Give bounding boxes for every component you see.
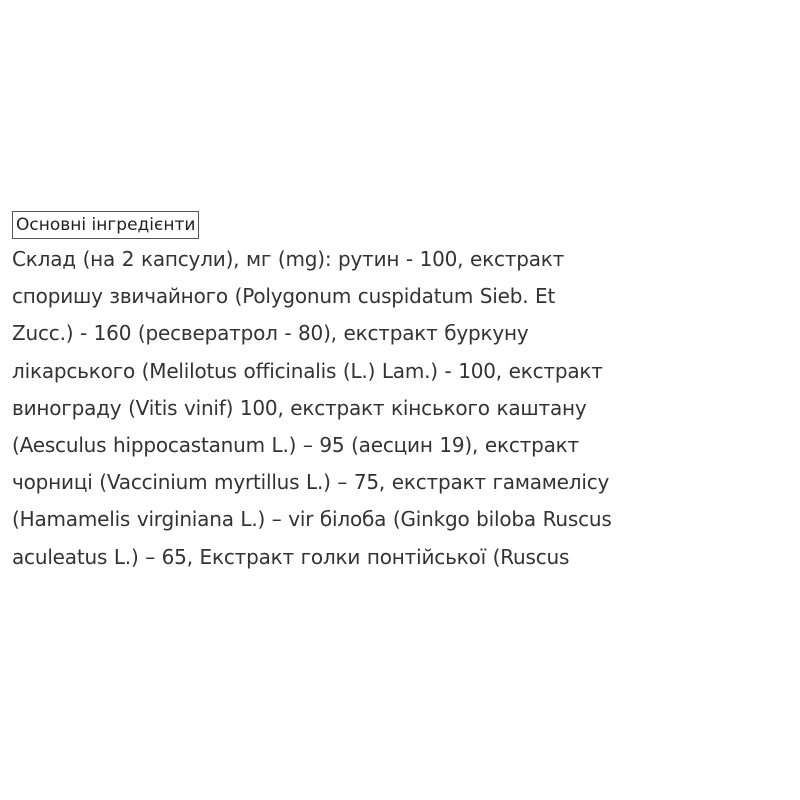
text-line: споришу звичайного (Polygonum cuspidatum Sieb. Et <box>12 284 556 309</box>
text-line: Склад (на 2 капсули), мг (mg): рутин - 100, екстракт <box>12 247 565 271</box>
text-line: Zucc.) - 160 (ресвератрол - 80), екстракт буркуну <box>12 321 529 346</box>
text-line: лікарського (Melilotus officinalis (L.) Lam.) - 100, екстракт <box>12 358 603 383</box>
ingredients-section <box>12 211 796 576</box>
text-line: (Aesculus hippocastanum L.) – 95 (аесцин 19), екстракт <box>12 433 579 458</box>
text-line: винограду (Vitis vinif) 100, екстракт кінського каштану <box>12 395 587 420</box>
ingredients-text <box>12 241 796 576</box>
text-line: aculeatus L.) – 65, Екстракт голки понтійської (Ruscus <box>12 544 570 569</box>
section-heading: Основні інгредієнти <box>12 211 199 239</box>
text-line: чорниці (Vaccinium myrtillus L.) – 75, екстракт гамамелісу <box>12 470 610 495</box>
text-line: (Hamamelis virginiana L.) – vir білоба (Ginkgo biloba Ruscus <box>12 507 612 532</box>
